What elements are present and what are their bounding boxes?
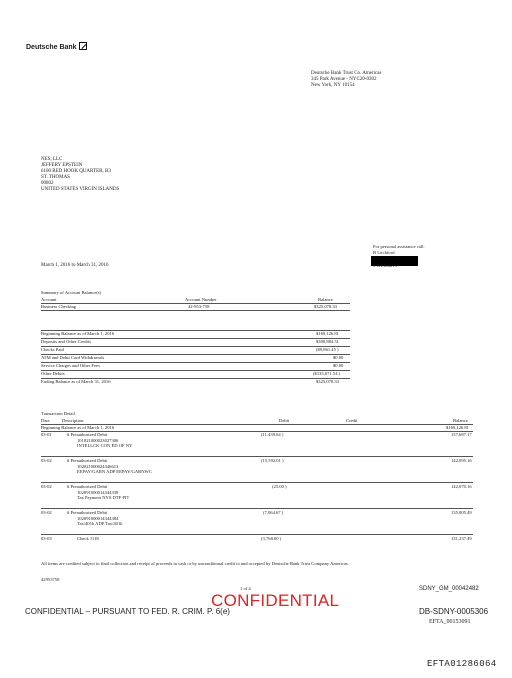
page-number: 1 of 4 <box>240 586 251 591</box>
customer-address-line: JEFFERY EPSTEIN <box>41 163 83 168</box>
tx-description-line: Tax Payment NYS DTF PIT <box>77 495 130 501</box>
tx-header-description: Description <box>62 418 84 423</box>
efta-small-number: EFTA_00153091 <box>429 619 471 625</box>
summary-account: Business Checking <box>41 304 77 309</box>
tx-header-debit: Debit <box>279 418 290 423</box>
tx-date: 03-02 <box>41 484 52 489</box>
tx-debit: (3,768.00 ) <box>261 536 282 541</box>
balance-value: $300,884.51 <box>316 339 339 344</box>
tx-debit: (15,592.01 ) <box>261 458 284 463</box>
balance-row <box>41 362 350 370</box>
divider <box>41 310 350 311</box>
balance-value: ($135,071.54 ) <box>313 371 341 376</box>
tx-description-line: # Preauthorized Debit <box>67 484 108 489</box>
tx-description <box>67 510 123 527</box>
summary-title: Summary of Account Balance(s) <box>41 290 102 295</box>
confidential-notice: CONFIDENTIAL – PURSUANT TO FED. R. CRIM. P. 6(e) <box>25 607 230 616</box>
balance-value: $0.00 <box>333 355 344 360</box>
balance-row <box>41 370 350 378</box>
tx-description-line: # Preauthorized Debit <box>67 510 108 515</box>
balance-label: Service Charges and Other Fees <box>41 363 100 368</box>
transactions-title: Transaction Detail <box>41 411 75 416</box>
bank-address-line: New York, NY 10154 <box>311 83 355 88</box>
divider <box>41 482 473 483</box>
customer-address-line: NES, LLC <box>41 157 63 162</box>
tx-debit: (25.00 ) <box>272 484 287 489</box>
assistance-label: For personal assistance call: <box>373 244 425 249</box>
balance-label: Checks Paid <box>41 347 64 352</box>
balance-row <box>41 330 350 338</box>
tx-debit: (11,439.64 ) <box>261 432 284 437</box>
tx-beginning-balance: $169,126.81 <box>446 425 469 430</box>
balance-value: ($9,861.45 ) <box>316 347 339 352</box>
divider <box>41 508 473 509</box>
balances-table <box>41 330 350 386</box>
summary-header-balance: Balance <box>318 297 333 302</box>
bank-logo-mark <box>79 42 87 50</box>
tx-date: 03-01 <box>41 432 52 437</box>
tx-balance: 131,237.49 <box>451 536 472 541</box>
summary-header-account: Account <box>41 297 57 302</box>
customer-address <box>41 157 119 193</box>
balance-label: ATM and Debit Card Withdrawals <box>41 355 105 360</box>
bank-address-line: Deutsche Bank Trust Co. Americas <box>311 71 382 76</box>
balance-label: Ending Balance as of March 31, 2016 <box>41 379 111 384</box>
balance-label: Other Debits <box>41 371 65 376</box>
summary-number: 42-953-758 <box>188 304 210 309</box>
tx-description <box>67 458 152 475</box>
tx-description-line: 102091000014344384 <box>77 515 119 521</box>
tx-header-credit: Credit <box>346 418 358 423</box>
tx-debit: (7,064.67 ) <box>263 510 284 515</box>
tx-header-date: Date <box>41 418 50 423</box>
tx-date: 03-02 <box>41 510 52 515</box>
tx-description-line: INTELLCK CON ED OF NY <box>77 443 133 449</box>
divider <box>41 534 473 535</box>
assistance-name: B Litchford <box>373 250 395 255</box>
balance-row <box>41 354 350 362</box>
balance-row <box>41 346 350 354</box>
tx-date: 03-02 <box>41 458 52 463</box>
bank-logo <box>26 42 87 51</box>
tx-description-line: 102091000014344339 <box>77 489 119 495</box>
statement-period: March 1, 2016 to March 31, 2016 <box>41 263 109 268</box>
bank-name: Deutsche Bank <box>26 44 77 51</box>
balance-row <box>41 378 350 386</box>
account-code: 42953758 <box>41 577 60 582</box>
summary-balance: $325,078.33 <box>314 304 337 309</box>
customer-address-line: 6100 RED HOOK QUARTER, B3 <box>41 169 111 174</box>
tx-balance: 142,070.16 <box>451 484 472 489</box>
balance-value: $169,126.81 <box>316 331 339 336</box>
balance-label: Deposits and Other Credits <box>41 339 91 344</box>
tx-description-line: # Preauthorized Debit <box>67 458 108 463</box>
divider <box>41 456 473 457</box>
db-sdny-number: DB-SDNY-0005306 <box>419 607 489 616</box>
customer-address-line: 00802 <box>41 181 54 186</box>
summary-header-number: Account Number <box>185 297 217 302</box>
bank-address <box>311 71 381 89</box>
enclosures: 5 Enclosures <box>373 263 397 268</box>
tx-description-line: Check 1118 <box>77 536 99 541</box>
balance-value: $325,078.33 <box>316 379 339 384</box>
tx-description-line: EEPAY/GARN ADP EEPAY/GARNWC <box>77 469 152 475</box>
sdny-gm-number: SDNY_GM_00042482 <box>419 586 479 592</box>
tx-description-line: 101021000023027306 <box>77 437 119 443</box>
tx-description-line: Tax/401k ADP Tax/401k <box>77 521 123 527</box>
tx-header-balance: Balance <box>453 418 468 423</box>
bank-address-line: 345 Park Avenue - NYC20-0302 <box>311 77 377 82</box>
tx-description-line: # Preauthorized Debit <box>67 432 108 437</box>
tx-description-line: 102021000024346613 <box>77 463 119 469</box>
tx-beginning-description: Beginning Balance as of March 1, 2016 <box>41 425 115 430</box>
confidential-stamp: CONFIDENTIAL <box>211 591 340 610</box>
tx-balance: 157,687.17 <box>451 432 472 437</box>
customer-address-line: UNITED STATES VIRGIN ISLANDS <box>41 187 120 192</box>
balance-label: Beginning Balance as of March 1, 2016 <box>41 331 115 336</box>
efta-document-id: EFTA01286064 <box>427 659 497 669</box>
tx-description <box>67 432 132 449</box>
customer-address-line: ST. THOMAS <box>41 175 70 180</box>
tx-date: 03-03 <box>41 536 52 541</box>
balance-row <box>41 338 350 346</box>
collection-notice: All items are credited subject to final collection and receipt of proceeds in cash or by unconditional credit to and accepted by Deutsche Bank Trust Company Americas. <box>41 561 349 566</box>
tx-balance: 135,005.49 <box>451 510 472 515</box>
tx-balance: 142,095.16 <box>451 458 472 463</box>
tx-description <box>77 536 99 542</box>
tx-description <box>67 484 129 501</box>
balance-value: $0.00 <box>333 363 344 368</box>
